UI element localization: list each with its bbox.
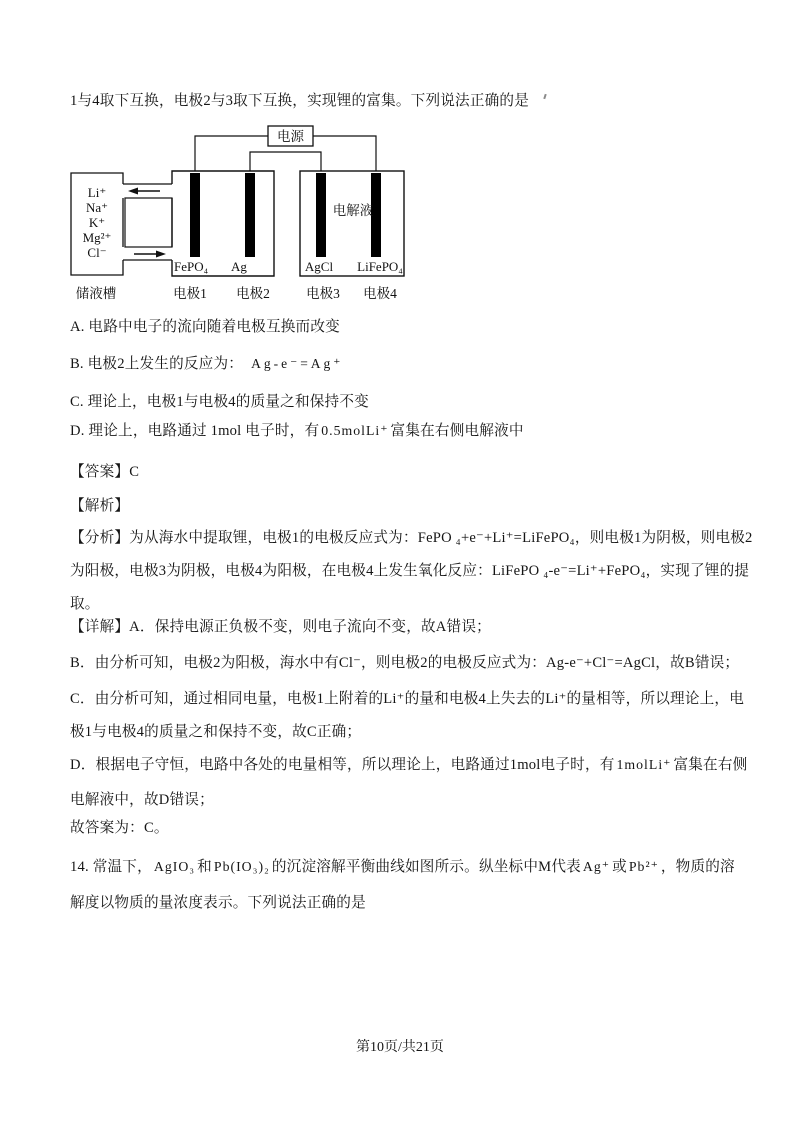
electrolyte-label: 电解液 (332, 203, 374, 218)
ion-mg: Mg²⁺ (82, 230, 112, 245)
cell-diagram (57, 123, 457, 308)
option-d-equation: 0.5molLi⁺ (321, 423, 389, 438)
power-label: 电源 (277, 129, 304, 144)
ion-li: Li⁺ (87, 185, 107, 200)
q14-text-1: 14. 常温下， (70, 859, 152, 875)
storage-tank (71, 173, 123, 275)
detail-c-line-2: 极1与电极4的质量之和保持不变，故C正确； (70, 724, 362, 740)
detail-b: B．由分析可知，电极2为阳极，海水中有Cl⁻，则电极2的电极反应式为：Ag-e⁻+Cl⁻=AgCl，故B错误； (70, 655, 740, 671)
answer-label: 【答案】 (70, 464, 130, 480)
ion-cl: Cl⁻ (87, 245, 107, 260)
wire-right (313, 136, 376, 171)
flow-arrow-right (134, 251, 166, 258)
option-d (70, 420, 742, 442)
answer-row (70, 461, 742, 483)
wire-left (195, 136, 268, 171)
q14-formula-agio3: AgIO₃ (153, 859, 196, 874)
electrode-bar-3 (316, 173, 326, 257)
question14-line-2: 解度以物质的量浓度表示。下列说法正确的是 (70, 895, 366, 911)
q14-text-3: 的沉淀溶解平衡曲线如图所示。纵坐标中M代表 (271, 859, 581, 875)
detail-d-text-end: 富集在右侧 (673, 757, 748, 773)
q14-text-2: 和 (197, 859, 212, 875)
channel-divider (125, 198, 172, 247)
electrode-bar-1 (190, 173, 200, 257)
electrode-bar-2 (245, 173, 255, 257)
question-intro: 1与4取下互换，电极2与3取下互换，实现锂的富集。下列说法正确的是 (70, 93, 530, 109)
power-source (268, 126, 313, 146)
analysis-line2-text: 为阳极，电极3为阴极，电极4为阳极，在电极4上发生氧化反应： (70, 563, 492, 579)
q14-text-5: ，物质的溶 (660, 859, 735, 875)
detail-d-text: D．根据电子守恒，电路中各处的电量相等，所以理论上，电路通过1mol电子时，有 (70, 757, 615, 773)
wire-inner (250, 152, 321, 171)
answer-value: C (129, 464, 140, 480)
electrode1-material: FePO₄ (174, 259, 209, 274)
option-b-text: B. 电极2上发生的反应为： (70, 356, 244, 372)
ion-na: Na⁺ (85, 200, 109, 215)
detail-conclusion: 故答案为：C。 (70, 820, 169, 836)
option-b-equation: Ag-e⁻=Ag⁺ (251, 356, 344, 371)
q14-text-4: 或 (612, 859, 627, 875)
page-number: 第10页/共21页 (356, 1040, 444, 1055)
detail-d-line-2: 电解液中，故D错误； (70, 792, 214, 808)
analysis-line2-equation: LiFePO ₄-e⁻=Li⁺+FePO₄ (491, 563, 646, 579)
diagram-captions (76, 285, 397, 301)
middle-cell (172, 171, 274, 276)
analysis-line1-end: ，则电极1为阴极，则电极2 (574, 530, 753, 546)
analysis-line1-text: 【分析】为从海水中提取锂，电极1的电极反应式为： (70, 530, 418, 546)
detail-d-line-1 (70, 754, 748, 776)
analysis-line-1 (70, 527, 753, 549)
analysis-header: 【解析】 (70, 498, 130, 514)
electrode2-material: Ag (231, 259, 247, 274)
right-cell (300, 171, 404, 276)
analysis-line-2 (70, 560, 750, 582)
option-d-text-end: 富集在右侧电解液中 (390, 423, 524, 439)
q14-formula-pbio32: Pb(IO₃)₂ (213, 859, 270, 874)
electrode3-label: 电极3 (306, 286, 340, 301)
electrode2-label: 电极2 (236, 286, 270, 301)
ion-k: K⁺ (88, 215, 106, 230)
detail-a: 【详解】A．保持电源正负极不变，则电子流向不变，故A错误； (70, 619, 491, 635)
q14-formula-ag: Ag⁺ (582, 859, 611, 874)
detail-c-line-1: C．由分析可知，通过相同电量，电极1上附着的Li⁺的量和电极4上失去的Li⁺的量相等，所以理论上，电 (70, 691, 745, 707)
tank-label: 储液槽 (75, 286, 117, 301)
question14-line-1 (70, 856, 742, 878)
option-d-text: D. 理论上，电路通过 1mol 电子时，有 (70, 423, 320, 439)
electrode4-material: LiFePO₄ (357, 259, 403, 274)
analysis-line1-equation: FePO ₄+e⁻+Li⁺=LiFePO₄ (417, 530, 575, 546)
electrode3-material: AgCl (304, 259, 334, 274)
flow-channels (123, 184, 172, 260)
detail-d-equation: 1molLi⁺ (616, 757, 672, 772)
q14-formula-pb: Pb²⁺ (628, 859, 659, 874)
analysis-line2-end: ，实现了锂的提 (645, 563, 750, 579)
option-b (70, 353, 742, 375)
electrode4-label: 电极4 (363, 286, 397, 301)
flow-arrow-left (128, 188, 160, 195)
option-c: C. 理论上，电极1与电极4的质量之和保持不变 (70, 394, 369, 410)
analysis-line-3: 取。 (70, 596, 100, 612)
option-a: A. 电路中电子的流向随着电极互换而改变 (70, 319, 340, 335)
electrode1-label: 电极1 (173, 286, 207, 301)
